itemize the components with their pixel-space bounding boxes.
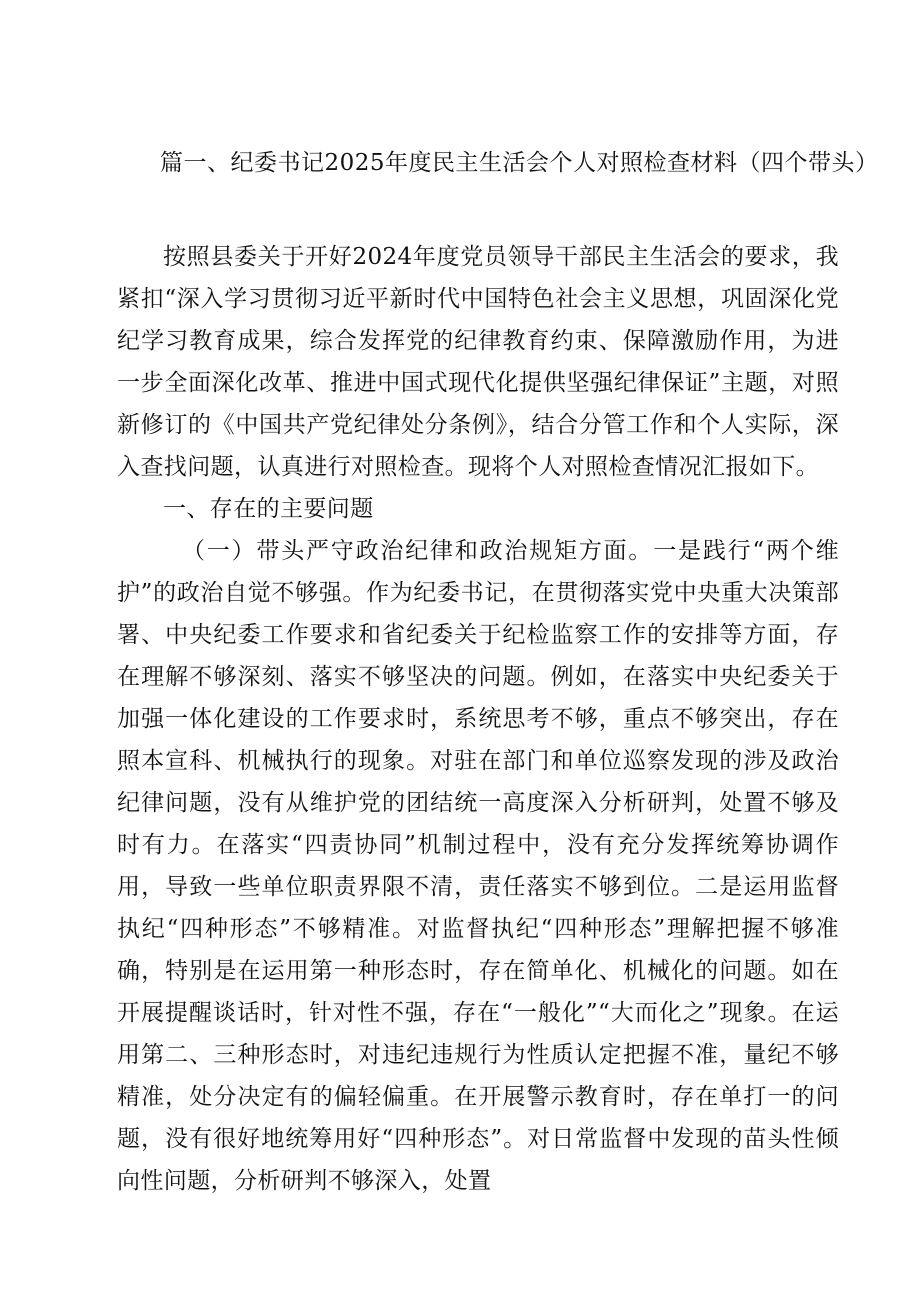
intro-paragraph: 按照县委关于开好2024年度党员领导干部民主生活会的要求，我紧扣“深入学习贯彻习近平新时代中国特色社会主义思想，巩固深化党纪学习教育成果，综合发挥党的纪律教育约束、保障激励作用，为进一步全面深化改革、推进中国式现代化提供坚强纪律保证”主题，对照新修订的《中国共产党纪律处分条例》，结合分管工作和个人实际，深入查找问题，认真进行对照检查。现将个人对照检查情况汇报如下。	[117, 244, 839, 480]
subsection-paragraph-political-discipline: （一）带头严守政治纪律和政治规矩方面。一是践行“两个维护”的政治自觉不够强。作为纪委书记，在贯彻落实党中央重大决策部署、中央纪委工作要求和省纪委关于纪检监察工作的安排等方面，存在理解不够深刻、落实不够坚决的问题。例如，在落实中央纪委关于加强一体化建设的工作要求时，系统思考不够，重点不够突出，存在照本宣科、机械执行的现象。对驻在部门和单位巡察发现的涉及政治纪律问题，没有从维护党的团结统一高度深入分析研判，处置不够及时有力。在落实“四责协同”机制过程中，没有充分发挥统筹协调作用，导致一些单位职责界限不清，责任落实不够到位。二是运用监督执纪“四种形态”不够精准。对监督执纪“四种形态”理解把握不够准确，特别是在运用第一种形态时，存在简单化、机械化的问题。如在开展提醒谈话时，针对性不强，存在“一般化”“大而化之”现象。在运用第二、三种形态时，对违纪违规行为性质认定把握不准，量纪不够精准，处分决定有的偏轻偏重。在开展警示教育时，存在单打一的问题，没有很好地统筹用好“四种形态”。对日常监督中发现的苗头性倾向性问题，分析研判不够深入，处置	[117, 538, 839, 1194]
document-title: 篇一、纪委书记2025年度民主生活会个人对照检查材料（四个带头）	[160, 150, 879, 176]
document-body	[117, 236, 839, 1202]
section-heading-problems: 一、存在的主要问题	[163, 496, 374, 522]
